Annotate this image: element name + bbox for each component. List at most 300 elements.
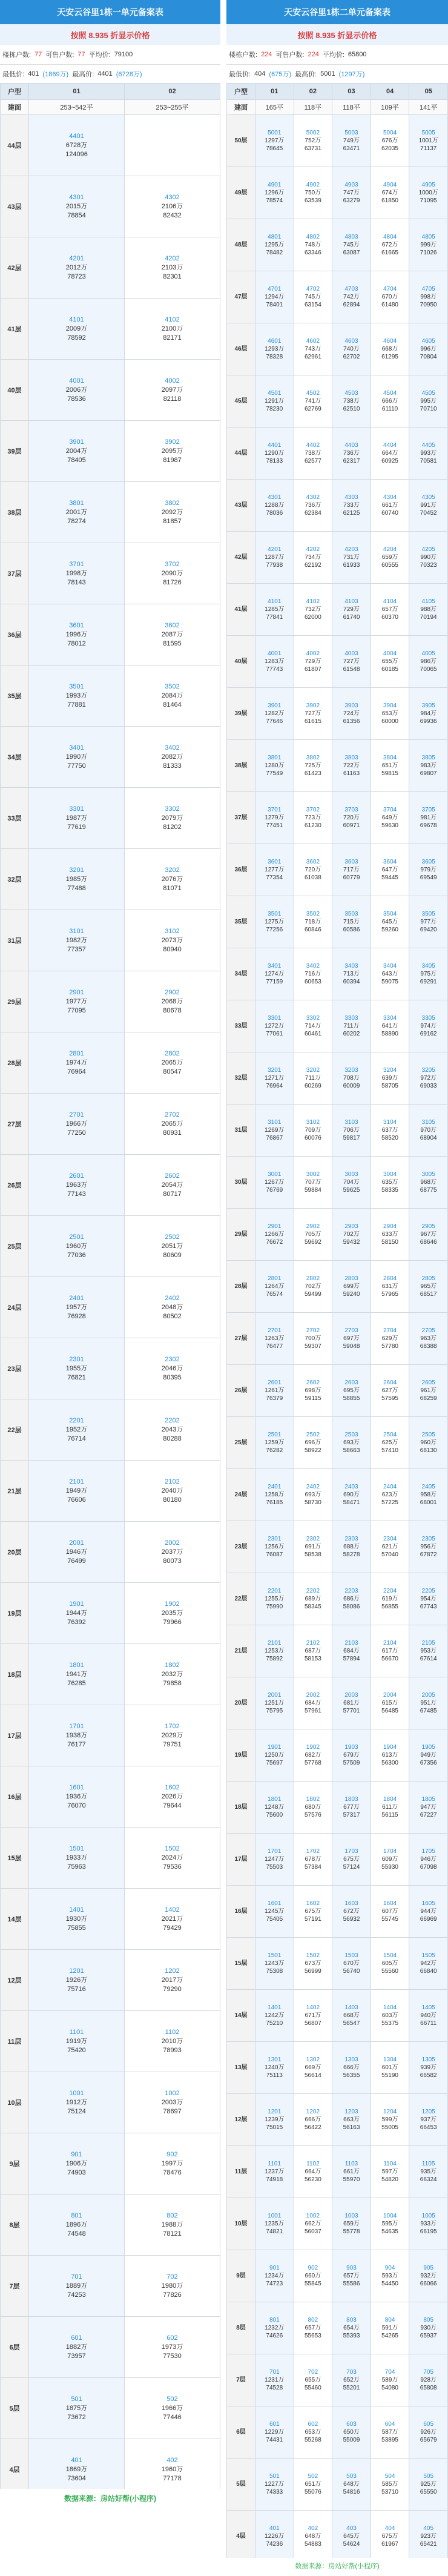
unit-cell[interactable] <box>125 1216 220 1277</box>
unit-cell[interactable] <box>255 844 294 896</box>
unit-cell[interactable] <box>29 1705 125 1766</box>
unit-cell[interactable] <box>29 1828 125 1889</box>
unit-cell[interactable] <box>409 532 448 584</box>
unit-cell[interactable] <box>409 428 448 480</box>
unit-cell[interactable] <box>294 2094 332 2146</box>
unit-cell[interactable] <box>294 1834 332 1886</box>
unit-cell[interactable] <box>371 2406 409 2459</box>
unit-cell[interactable] <box>255 948 294 1000</box>
unit-cell[interactable] <box>371 844 409 896</box>
unit-cell[interactable] <box>294 2354 332 2406</box>
unit-cell[interactable] <box>409 740 448 792</box>
unit-cell[interactable] <box>294 1886 332 1938</box>
unit-cell[interactable] <box>29 115 125 176</box>
unit-cell[interactable] <box>294 271 332 323</box>
unit-cell[interactable] <box>409 2511 448 2563</box>
unit-cell[interactable] <box>371 948 409 1000</box>
unit-cell[interactable] <box>294 2459 332 2511</box>
unit-cell[interactable] <box>294 1625 332 1677</box>
unit-cell[interactable] <box>29 299 125 360</box>
unit-cell[interactable] <box>29 1766 125 1828</box>
unit-cell[interactable] <box>294 1000 332 1052</box>
unit-cell[interactable] <box>294 740 332 792</box>
unit-cell[interactable] <box>409 2459 448 2511</box>
unit-cell[interactable] <box>371 375 409 428</box>
unit-cell[interactable] <box>371 1625 409 1677</box>
unit-cell[interactable] <box>294 2302 332 2354</box>
unit-cell[interactable] <box>371 2302 409 2354</box>
unit-cell[interactable] <box>409 584 448 636</box>
unit-cell[interactable] <box>255 1417 294 1469</box>
unit-cell[interactable] <box>371 219 409 271</box>
unit-cell[interactable] <box>125 788 220 849</box>
unit-cell[interactable] <box>255 1834 294 1886</box>
unit-cell[interactable] <box>255 1677 294 1729</box>
unit-cell[interactable] <box>29 1338 125 1399</box>
unit-cell[interactable] <box>332 1052 371 1105</box>
unit-cell[interactable] <box>409 375 448 428</box>
unit-cell[interactable] <box>409 1625 448 1677</box>
unit-cell[interactable] <box>255 2354 294 2406</box>
unit-cell[interactable] <box>409 219 448 271</box>
unit-cell[interactable] <box>255 584 294 636</box>
unit-cell[interactable] <box>255 1990 294 2042</box>
unit-cell[interactable] <box>371 1365 409 1417</box>
unit-cell[interactable] <box>125 1950 220 2011</box>
unit-cell[interactable] <box>125 971 220 1032</box>
unit-cell[interactable] <box>125 2072 220 2133</box>
unit-cell[interactable] <box>255 740 294 792</box>
unit-cell[interactable] <box>409 1677 448 1729</box>
unit-cell[interactable] <box>125 360 220 421</box>
unit-cell[interactable] <box>294 792 332 844</box>
unit-cell[interactable] <box>409 1938 448 1990</box>
unit-cell[interactable] <box>409 1990 448 2042</box>
unit-cell[interactable] <box>29 910 125 971</box>
unit-cell[interactable] <box>294 1677 332 1729</box>
unit-cell[interactable] <box>294 1261 332 1313</box>
unit-cell[interactable] <box>332 1209 371 1261</box>
unit-cell[interactable] <box>371 2354 409 2406</box>
unit-cell[interactable] <box>255 375 294 428</box>
unit-cell[interactable] <box>294 1729 332 1782</box>
unit-cell[interactable] <box>125 482 220 543</box>
unit-cell[interactable] <box>371 1000 409 1052</box>
unit-cell[interactable] <box>125 665 220 727</box>
unit-cell[interactable] <box>332 636 371 688</box>
unit-cell[interactable] <box>125 543 220 604</box>
unit-cell[interactable] <box>29 1950 125 2011</box>
unit-cell[interactable] <box>29 2133 125 2195</box>
unit-cell[interactable] <box>332 1261 371 1313</box>
unit-cell[interactable] <box>371 1521 409 1573</box>
unit-cell[interactable] <box>332 1521 371 1573</box>
unit-cell[interactable] <box>409 2198 448 2250</box>
unit-cell[interactable] <box>371 688 409 740</box>
unit-cell[interactable] <box>255 1365 294 1417</box>
unit-cell[interactable] <box>294 1469 332 1521</box>
unit-cell[interactable] <box>29 1032 125 1094</box>
unit-cell[interactable] <box>332 2406 371 2459</box>
unit-cell[interactable] <box>294 1990 332 2042</box>
unit-cell[interactable] <box>371 2511 409 2563</box>
unit-cell[interactable] <box>255 428 294 480</box>
unit-cell[interactable] <box>409 792 448 844</box>
unit-cell[interactable] <box>332 2354 371 2406</box>
unit-cell[interactable] <box>29 2072 125 2133</box>
unit-cell[interactable] <box>255 1157 294 1209</box>
unit-cell[interactable] <box>332 167 371 219</box>
unit-cell[interactable] <box>29 849 125 910</box>
unit-cell[interactable] <box>409 896 448 948</box>
unit-cell[interactable] <box>255 2146 294 2198</box>
unit-cell[interactable] <box>29 1216 125 1277</box>
unit-cell[interactable] <box>371 1782 409 1834</box>
unit-cell[interactable] <box>255 1782 294 1834</box>
unit-cell[interactable] <box>294 167 332 219</box>
unit-cell[interactable] <box>332 2302 371 2354</box>
unit-cell[interactable] <box>125 1828 220 1889</box>
unit-cell[interactable] <box>255 2511 294 2563</box>
unit-cell[interactable] <box>125 1766 220 1828</box>
unit-cell[interactable] <box>255 480 294 532</box>
unit-cell[interactable] <box>294 2511 332 2563</box>
unit-cell[interactable] <box>332 1105 371 1157</box>
unit-cell[interactable] <box>29 1094 125 1155</box>
unit-cell[interactable] <box>29 1277 125 1338</box>
unit-cell[interactable] <box>125 1705 220 1766</box>
unit-cell[interactable] <box>332 1573 371 1625</box>
unit-cell[interactable] <box>332 2250 371 2302</box>
unit-cell[interactable] <box>371 1990 409 2042</box>
unit-cell[interactable] <box>294 1105 332 1157</box>
unit-cell[interactable] <box>371 480 409 532</box>
unit-cell[interactable] <box>371 167 409 219</box>
unit-cell[interactable] <box>332 1677 371 1729</box>
unit-cell[interactable] <box>125 1155 220 1216</box>
unit-cell[interactable] <box>409 844 448 896</box>
unit-cell[interactable] <box>125 1644 220 1705</box>
unit-cell[interactable] <box>332 1417 371 1469</box>
unit-cell[interactable] <box>294 2042 332 2094</box>
unit-cell[interactable] <box>332 688 371 740</box>
unit-cell[interactable] <box>255 1625 294 1677</box>
unit-cell[interactable] <box>29 2256 125 2317</box>
unit-cell[interactable] <box>332 115 371 167</box>
unit-cell[interactable] <box>255 1573 294 1625</box>
unit-cell[interactable] <box>29 543 125 604</box>
unit-cell[interactable] <box>371 636 409 688</box>
unit-cell[interactable] <box>125 2195 220 2256</box>
unit-cell[interactable] <box>29 176 125 237</box>
unit-cell[interactable] <box>125 604 220 665</box>
unit-cell[interactable] <box>125 176 220 237</box>
unit-cell[interactable] <box>371 1261 409 1313</box>
unit-cell[interactable] <box>255 1938 294 1990</box>
unit-cell[interactable] <box>255 1052 294 1105</box>
unit-cell[interactable] <box>294 480 332 532</box>
unit-cell[interactable] <box>371 1209 409 1261</box>
unit-cell[interactable] <box>332 2042 371 2094</box>
unit-cell[interactable] <box>409 1209 448 1261</box>
unit-cell[interactable] <box>29 421 125 482</box>
unit-cell[interactable] <box>409 1782 448 1834</box>
unit-cell[interactable] <box>409 1886 448 1938</box>
unit-cell[interactable] <box>125 2378 220 2439</box>
unit-cell[interactable] <box>332 1782 371 1834</box>
unit-cell[interactable] <box>294 1313 332 1365</box>
unit-cell[interactable] <box>332 2094 371 2146</box>
unit-cell[interactable] <box>332 219 371 271</box>
unit-cell[interactable] <box>29 1889 125 1950</box>
unit-cell[interactable] <box>294 1209 332 1261</box>
unit-cell[interactable] <box>294 1782 332 1834</box>
unit-cell[interactable] <box>255 1729 294 1782</box>
unit-cell[interactable] <box>294 584 332 636</box>
unit-cell[interactable] <box>332 1886 371 1938</box>
unit-cell[interactable] <box>125 2011 220 2072</box>
unit-cell[interactable] <box>125 115 220 176</box>
unit-cell[interactable] <box>371 584 409 636</box>
unit-cell[interactable] <box>29 482 125 543</box>
unit-cell[interactable] <box>409 1052 448 1105</box>
unit-cell[interactable] <box>255 219 294 271</box>
unit-cell[interactable] <box>125 421 220 482</box>
unit-cell[interactable] <box>409 1261 448 1313</box>
unit-cell[interactable] <box>332 375 371 428</box>
unit-cell[interactable] <box>371 1834 409 1886</box>
unit-cell[interactable] <box>409 688 448 740</box>
unit-cell[interactable] <box>255 115 294 167</box>
unit-cell[interactable] <box>332 1625 371 1677</box>
unit-cell[interactable] <box>294 636 332 688</box>
unit-cell[interactable] <box>409 2406 448 2459</box>
unit-cell[interactable] <box>294 2250 332 2302</box>
unit-cell[interactable] <box>294 1417 332 1469</box>
unit-cell[interactable] <box>409 1469 448 1521</box>
unit-cell[interactable] <box>294 2406 332 2459</box>
unit-cell[interactable] <box>409 2302 448 2354</box>
unit-cell[interactable] <box>125 1338 220 1399</box>
unit-cell[interactable] <box>332 2146 371 2198</box>
unit-cell[interactable] <box>332 584 371 636</box>
unit-cell[interactable] <box>409 1365 448 1417</box>
unit-cell[interactable] <box>371 896 409 948</box>
unit-cell[interactable] <box>125 2133 220 2195</box>
unit-cell[interactable] <box>332 740 371 792</box>
unit-cell[interactable] <box>371 428 409 480</box>
unit-cell[interactable] <box>294 1521 332 1573</box>
unit-cell[interactable] <box>409 271 448 323</box>
unit-cell[interactable] <box>371 1052 409 1105</box>
unit-cell[interactable] <box>409 2042 448 2094</box>
unit-cell[interactable] <box>409 2146 448 2198</box>
unit-cell[interactable] <box>255 1469 294 1521</box>
unit-cell[interactable] <box>371 2198 409 2250</box>
unit-cell[interactable] <box>255 2459 294 2511</box>
unit-cell[interactable] <box>255 323 294 375</box>
unit-cell[interactable] <box>255 2302 294 2354</box>
unit-cell[interactable] <box>371 1157 409 1209</box>
unit-cell[interactable] <box>125 849 220 910</box>
unit-cell[interactable] <box>371 1886 409 1938</box>
unit-cell[interactable] <box>332 1834 371 1886</box>
unit-cell[interactable] <box>29 2011 125 2072</box>
unit-cell[interactable] <box>294 1365 332 1417</box>
unit-cell[interactable] <box>409 1417 448 1469</box>
unit-cell[interactable] <box>371 1677 409 1729</box>
unit-cell[interactable] <box>255 1209 294 1261</box>
unit-cell[interactable] <box>294 1052 332 1105</box>
unit-cell[interactable] <box>125 2256 220 2317</box>
unit-cell[interactable] <box>255 2198 294 2250</box>
unit-cell[interactable] <box>125 727 220 788</box>
unit-cell[interactable] <box>409 323 448 375</box>
unit-cell[interactable] <box>294 2146 332 2198</box>
unit-cell[interactable] <box>332 1157 371 1209</box>
unit-cell[interactable] <box>332 896 371 948</box>
unit-cell[interactable] <box>409 2250 448 2302</box>
unit-cell[interactable] <box>125 1522 220 1583</box>
unit-cell[interactable] <box>294 1938 332 1990</box>
unit-cell[interactable] <box>255 2250 294 2302</box>
unit-cell[interactable] <box>255 1886 294 1938</box>
unit-cell[interactable] <box>371 2042 409 2094</box>
unit-cell[interactable] <box>125 2317 220 2378</box>
unit-cell[interactable] <box>294 844 332 896</box>
unit-cell[interactable] <box>409 1157 448 1209</box>
unit-cell[interactable] <box>371 740 409 792</box>
unit-cell[interactable] <box>332 1469 371 1521</box>
unit-cell[interactable] <box>371 1417 409 1469</box>
unit-cell[interactable] <box>255 271 294 323</box>
unit-cell[interactable] <box>255 688 294 740</box>
unit-cell[interactable] <box>29 788 125 849</box>
unit-cell[interactable] <box>294 1573 332 1625</box>
unit-cell[interactable] <box>332 1729 371 1782</box>
unit-cell[interactable] <box>371 792 409 844</box>
unit-cell[interactable] <box>371 115 409 167</box>
unit-cell[interactable] <box>332 428 371 480</box>
unit-cell[interactable] <box>125 237 220 299</box>
unit-cell[interactable] <box>255 1105 294 1157</box>
unit-cell[interactable] <box>125 1094 220 1155</box>
unit-cell[interactable] <box>294 1157 332 1209</box>
unit-cell[interactable] <box>294 532 332 584</box>
unit-cell[interactable] <box>371 1469 409 1521</box>
unit-cell[interactable] <box>29 360 125 421</box>
unit-cell[interactable] <box>332 532 371 584</box>
unit-cell[interactable] <box>409 1834 448 1886</box>
unit-cell[interactable] <box>409 1000 448 1052</box>
unit-cell[interactable] <box>255 1000 294 1052</box>
unit-cell[interactable] <box>294 948 332 1000</box>
unit-cell[interactable] <box>332 2198 371 2250</box>
unit-cell[interactable] <box>409 167 448 219</box>
unit-cell[interactable] <box>409 948 448 1000</box>
unit-cell[interactable] <box>332 1990 371 2042</box>
unit-cell[interactable] <box>255 2042 294 2094</box>
unit-cell[interactable] <box>255 167 294 219</box>
unit-cell[interactable] <box>255 1313 294 1365</box>
unit-cell[interactable] <box>371 1105 409 1157</box>
unit-cell[interactable] <box>409 1313 448 1365</box>
unit-cell[interactable] <box>332 1313 371 1365</box>
unit-cell[interactable] <box>29 1644 125 1705</box>
unit-cell[interactable] <box>371 1313 409 1365</box>
unit-cell[interactable] <box>294 375 332 428</box>
unit-cell[interactable] <box>255 792 294 844</box>
unit-cell[interactable] <box>371 532 409 584</box>
unit-cell[interactable] <box>125 1889 220 1950</box>
unit-cell[interactable] <box>125 910 220 971</box>
unit-cell[interactable] <box>409 1521 448 1573</box>
unit-cell[interactable] <box>29 604 125 665</box>
unit-cell[interactable] <box>125 1032 220 1094</box>
unit-cell[interactable] <box>29 1399 125 1461</box>
unit-cell[interactable] <box>29 1522 125 1583</box>
unit-cell[interactable] <box>332 2511 371 2563</box>
unit-cell[interactable] <box>332 480 371 532</box>
unit-cell[interactable] <box>29 971 125 1032</box>
unit-cell[interactable] <box>294 219 332 271</box>
unit-cell[interactable] <box>332 792 371 844</box>
unit-cell[interactable] <box>409 115 448 167</box>
unit-cell[interactable] <box>332 271 371 323</box>
unit-cell[interactable] <box>125 1461 220 1522</box>
unit-cell[interactable] <box>409 2354 448 2406</box>
unit-cell[interactable] <box>409 1573 448 1625</box>
unit-cell[interactable] <box>125 299 220 360</box>
unit-cell[interactable] <box>332 1938 371 1990</box>
unit-cell[interactable] <box>332 2459 371 2511</box>
unit-cell[interactable] <box>332 1365 371 1417</box>
unit-cell[interactable] <box>371 2094 409 2146</box>
unit-cell[interactable] <box>29 2317 125 2378</box>
unit-cell[interactable] <box>255 636 294 688</box>
unit-cell[interactable] <box>294 688 332 740</box>
unit-cell[interactable] <box>255 2094 294 2146</box>
unit-cell[interactable] <box>255 532 294 584</box>
unit-cell[interactable] <box>294 115 332 167</box>
unit-cell[interactable] <box>29 1461 125 1522</box>
unit-cell[interactable] <box>294 2198 332 2250</box>
unit-cell[interactable] <box>125 1583 220 1644</box>
unit-cell[interactable] <box>255 1261 294 1313</box>
unit-cell[interactable] <box>409 2094 448 2146</box>
unit-cell[interactable] <box>409 1729 448 1782</box>
unit-cell[interactable] <box>371 323 409 375</box>
unit-cell[interactable] <box>29 2378 125 2439</box>
unit-cell[interactable] <box>371 271 409 323</box>
unit-cell[interactable] <box>125 1277 220 1338</box>
unit-cell[interactable] <box>255 2406 294 2459</box>
unit-cell[interactable] <box>125 1399 220 1461</box>
unit-cell[interactable] <box>294 896 332 948</box>
unit-cell[interactable] <box>332 323 371 375</box>
unit-cell[interactable] <box>371 2250 409 2302</box>
unit-cell[interactable] <box>29 2195 125 2256</box>
unit-cell[interactable] <box>371 2459 409 2511</box>
unit-cell[interactable] <box>29 1583 125 1644</box>
unit-cell[interactable] <box>255 1521 294 1573</box>
unit-cell[interactable] <box>29 727 125 788</box>
unit-cell[interactable] <box>409 480 448 532</box>
unit-cell[interactable] <box>294 428 332 480</box>
unit-cell[interactable] <box>255 896 294 948</box>
unit-cell[interactable] <box>371 1729 409 1782</box>
unit-cell[interactable] <box>409 636 448 688</box>
